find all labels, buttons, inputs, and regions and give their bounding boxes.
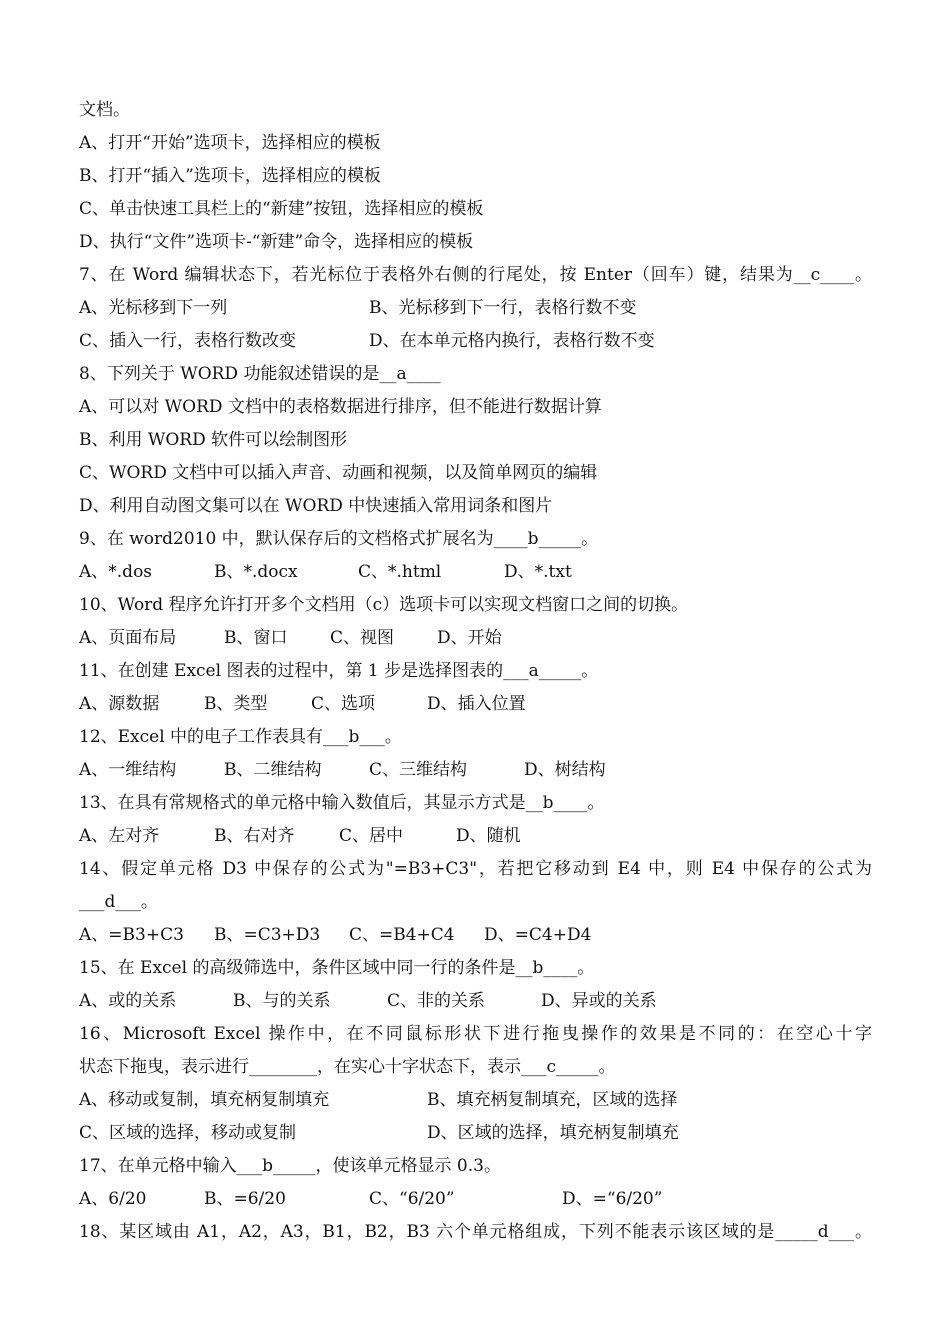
answer-option: D、树结构 (524, 760, 606, 780)
answer-option: B、利用 WORD 软件可以绘制图形 (79, 430, 348, 450)
answer-option: A、6/20 (79, 1189, 147, 1209)
question-text: 8、下列关于 WORD 功能叙述错误的是__a____ (79, 364, 441, 384)
answer-option: B、窗口 (224, 628, 288, 648)
options-row (79, 820, 872, 853)
answer-option: C、视图 (330, 628, 395, 648)
question-text: 18、某区域由 A1，A2，A3，B1，B2，B3 六个单元格组成，下列不能表示该区域的是_____d___。 (79, 1222, 872, 1242)
question-text: 13、在具有常规格式的单元格中输入数值后，其显示方式是__b____。 (79, 793, 605, 813)
text-line: 状态下拖曳，表示进行________，在实心十字状态下，表示___c_____。 (79, 1057, 616, 1077)
answer-option: D、*.txt (504, 562, 572, 582)
answer-option: B、二维结构 (224, 760, 322, 780)
answer-option: A、移动或复制，填充柄复制填充 (79, 1090, 330, 1110)
question-text: 11、在创建 Excel 图表的过程中，第 1 步是选择图表的___a_____。 (79, 661, 599, 681)
answer-option: D、随机 (456, 826, 521, 846)
question-text: 14、假定单元格 D3 中保存的公式为"=B3+C3"，若把它移动到 E4 中，则 E4 中保存的公式为 (79, 859, 872, 879)
answer-option: C、选项 (311, 694, 376, 714)
options-row (79, 1183, 872, 1216)
options-row (79, 754, 872, 787)
options-row (79, 292, 872, 325)
question-text: 10、Word 程序允许打开多个文档用（c）选项卡可以实现文档窗口之间的切换。 (79, 595, 689, 615)
options-row (79, 985, 872, 1018)
text-line: ___d___。 (79, 892, 158, 912)
answer-option: C、区域的选择，移动或复制 (79, 1123, 297, 1143)
answer-option: C、=B4+C4 (349, 925, 455, 945)
answer-option: C、WORD 文档中可以插入声音、动画和视频，以及简单网页的编辑 (79, 463, 598, 483)
question-text: 7、在 Word 编辑状态下，若光标位于表格外右侧的行尾处，按 Enter（回车）键，结果为__c____。 (79, 265, 872, 285)
answer-option: B、类型 (204, 694, 268, 714)
question-text: 16、Microsoft Excel 操作中，在不同鼠标形状下进行拖曳操作的效果是不同的：在空心十字 (79, 1024, 872, 1044)
options-row (79, 622, 872, 655)
answer-option: D、区域的选择，填充柄复制填充 (427, 1123, 679, 1143)
answer-option: C、单击快速工具栏上的“新建”按钮，选择相应的模板 (79, 199, 484, 219)
question-text: 17、在单元格中输入___b_____，使该单元格显示 0.3。 (79, 1156, 501, 1176)
options-row (79, 1117, 872, 1150)
question-text: 15、在 Excel 的高级筛选中，条件区域中同一行的条件是__b____。 (79, 958, 595, 978)
answer-option: D、插入位置 (427, 694, 526, 714)
answer-option: B、与的关系 (233, 991, 331, 1011)
answer-option: C、非的关系 (387, 991, 486, 1011)
answer-option: D、开始 (437, 628, 502, 648)
answer-option: B、*.docx (214, 562, 298, 582)
answer-option: A、*.dos (79, 562, 153, 582)
answer-option: B、打开“插入”选项卡，选择相应的模板 (79, 166, 381, 186)
answer-option: A、可以对 WORD 文档中的表格数据进行排序，但不能进行数据计算 (79, 397, 602, 417)
answer-option: D、在本单元格内换行，表格行数不变 (369, 331, 655, 351)
answer-option: D、异或的关系 (541, 991, 657, 1011)
answer-option: A、=B3+C3 (79, 925, 184, 945)
answer-option: A、一维结构 (79, 760, 177, 780)
answer-option: D、利用自动图文集可以在 WORD 中快速插入常用词条和图片 (79, 496, 553, 516)
question-text: 12、Excel 中的电子工作表具有___b___。 (79, 727, 402, 747)
answer-option: C、插入一行，表格行数改变 (79, 331, 297, 351)
options-row (79, 556, 872, 589)
answer-option: C、*.html (358, 562, 442, 582)
answer-option: D、执行“文件”选项卡-“新建”命令，选择相应的模板 (79, 232, 474, 252)
answer-option: B、=6/20 (204, 1189, 286, 1209)
answer-option: A、打开“开始”选项卡，选择相应的模板 (79, 133, 381, 153)
text-line: 文档。 (79, 100, 130, 120)
answer-option: C、“6/20” (369, 1189, 455, 1209)
options-row (79, 688, 872, 721)
answer-option: B、填充柄复制填充，区域的选择 (427, 1090, 678, 1110)
options-row (79, 919, 872, 952)
answer-option: A、左对齐 (79, 826, 160, 846)
answer-option: B、右对齐 (214, 826, 295, 846)
answer-option: C、居中 (339, 826, 404, 846)
question-text: 9、在 word2010 中，默认保存后的文档格式扩展名为____b_____。 (79, 529, 599, 549)
options-row (79, 325, 872, 358)
answer-option: B、=C3+D3 (214, 925, 321, 945)
answer-option: A、或的关系 (79, 991, 177, 1011)
answer-option: D、=“6/20” (562, 1189, 663, 1209)
answer-option: B、光标移到下一行，表格行数不变 (369, 298, 637, 318)
answer-option: D、=C4+D4 (484, 925, 592, 945)
answer-option: C、三维结构 (369, 760, 468, 780)
answer-option: A、源数据 (79, 694, 160, 714)
answer-option: A、光标移到下一列 (79, 298, 228, 318)
answer-option: A、页面布局 (79, 628, 177, 648)
options-row (79, 1084, 872, 1117)
